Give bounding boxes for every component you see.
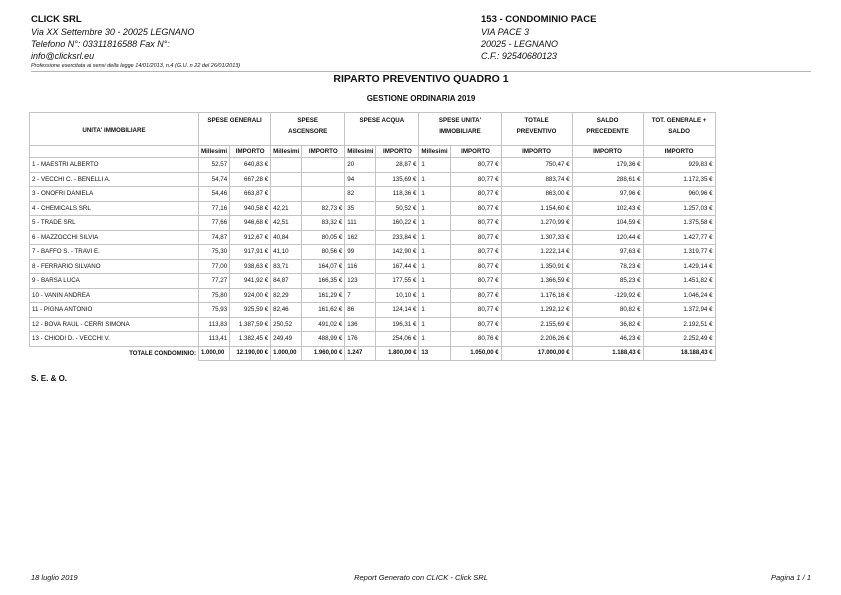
table-row <box>30 187 716 202</box>
millesimi-unita-cell: 1 <box>419 259 450 274</box>
unit-name-cell: 3 - ONOFRI DANIELA <box>30 187 199 202</box>
millesimi-generali-cell: 113,83 <box>199 317 230 332</box>
saldo-precedente-cell: 97,63 € <box>572 245 643 260</box>
importo-ascensore-cell: 83,32 € <box>302 216 345 231</box>
saldo-precedente-cell: 85,23 € <box>572 274 643 289</box>
unit-name-cell: 9 - BARSA LUCA <box>30 274 199 289</box>
total-saldo-precedente-cell: 1.188,43 € <box>572 346 643 361</box>
tot-generale-cell: 960,96 € <box>643 187 715 202</box>
importo-generali-cell: 912,67 € <box>230 230 271 245</box>
unit-name-cell: 2 - VECCHI C. - BENELLI A. <box>30 172 199 187</box>
millesimi-unita-cell: 1 <box>419 187 450 202</box>
importo-ascensore-cell: 82,73 € <box>302 201 345 216</box>
importo-ascensore-cell: 161,29 € <box>302 288 345 303</box>
importo-ascensore-cell: 80,05 € <box>302 230 345 245</box>
subheader-importo: IMPORTO <box>230 146 271 158</box>
importo-acqua-cell: 118,36 € <box>376 187 419 202</box>
saldo-precedente-cell: 78,23 € <box>572 259 643 274</box>
errors-omissions-note: S. E. & O. <box>31 374 68 383</box>
millesimi-ascensore-cell: 42,51 <box>271 216 302 231</box>
millesimi-acqua-cell: 176 <box>345 332 376 347</box>
header-divider <box>31 71 811 72</box>
subheader-millesimi: Millesimi <box>345 146 376 158</box>
tot-generale-cell: 929,83 € <box>643 158 715 173</box>
importo-generali-cell: 925,59 € <box>230 303 271 318</box>
millesimi-unita-cell: 1 <box>419 201 450 216</box>
tot-generale-cell: 1.046,24 € <box>643 288 715 303</box>
importo-acqua-cell: 135,69 € <box>376 172 419 187</box>
total-millesimi-ascensore-cell: 1.000,00 <box>271 346 302 361</box>
sender-name: CLICK SRL <box>31 14 82 25</box>
importo-acqua-cell: 167,44 € <box>376 259 419 274</box>
millesimi-generali-cell: 77,00 <box>199 259 230 274</box>
table-row <box>30 303 716 318</box>
millesimi-ascensore-cell: 41,10 <box>271 245 302 260</box>
importo-unita-cell: 80,77 € <box>450 187 501 202</box>
millesimi-unita-cell: 1 <box>419 245 450 260</box>
recipient-tax-code: C.F.: 92540680123 <box>481 51 557 61</box>
total-label: TOTALE CONDOMINIO: <box>129 350 196 357</box>
recipient-address-2: 20025 - LEGNANO <box>481 39 559 49</box>
totale-preventivo-cell: 1.307,33 € <box>501 230 572 245</box>
millesimi-unita-cell: 1 <box>419 172 450 187</box>
table-row <box>30 230 716 245</box>
millesimi-acqua-cell: 99 <box>345 245 376 260</box>
table-row <box>30 288 716 303</box>
millesimi-ascensore-cell <box>271 158 302 173</box>
millesimi-generali-cell: 77,27 <box>199 274 230 289</box>
importo-acqua-cell: 233,84 € <box>376 230 419 245</box>
subheader-importo: IMPORTO <box>501 146 572 158</box>
tot-generale-cell: 1.451,82 € <box>643 274 715 289</box>
importo-generali-cell: 938,63 € <box>230 259 271 274</box>
footer-date: 18 luglio 2019 <box>31 573 78 582</box>
totale-preventivo-cell: 883,74 € <box>501 172 572 187</box>
importo-unita-cell: 80,77 € <box>450 288 501 303</box>
totale-preventivo-cell: 2.155,69 € <box>501 317 572 332</box>
header-saldo-precedente: SALDO PRECEDENTE <box>572 113 643 146</box>
totale-preventivo-cell: 2.206,26 € <box>501 332 572 347</box>
importo-acqua-cell: 160,22 € <box>376 216 419 231</box>
millesimi-unita-cell: 1 <box>419 288 450 303</box>
table-subheader-row <box>30 146 716 158</box>
totale-preventivo-cell: 1.222,14 € <box>501 245 572 260</box>
subheader-millesimi: Millesimi <box>271 146 302 158</box>
subheader-millesimi: Millesimi <box>199 146 230 158</box>
unit-name-cell: 1 - MAESTRI ALBERTO <box>30 158 199 173</box>
millesimi-acqua-cell: 116 <box>345 259 376 274</box>
subheader-importo: IMPORTO <box>302 146 345 158</box>
subheader-importo: IMPORTO <box>450 146 501 158</box>
millesimi-ascensore-cell: 249,49 <box>271 332 302 347</box>
millesimi-acqua-cell: 7 <box>345 288 376 303</box>
total-importo-ascensore-cell: 1.960,00 € <box>302 346 345 361</box>
importo-unita-cell: 80,77 € <box>450 303 501 318</box>
totale-preventivo-cell: 750,47 € <box>501 158 572 173</box>
importo-ascensore-cell: 80,56 € <box>302 245 345 260</box>
totale-preventivo-cell: 1.154,60 € <box>501 201 572 216</box>
importo-acqua-cell: 196,31 € <box>376 317 419 332</box>
subheader-importo: IMPORTO <box>572 146 643 158</box>
header-spese-unita: SPESE UNITA' IMMOBILIARE <box>419 113 501 146</box>
millesimi-unita-cell: 1 <box>419 230 450 245</box>
millesimi-ascensore-cell: 42,21 <box>271 201 302 216</box>
millesimi-unita-cell: 1 <box>419 158 450 173</box>
tot-generale-cell: 2.192,51 € <box>643 317 715 332</box>
table-row <box>30 201 716 216</box>
saldo-precedente-cell: 97,96 € <box>572 187 643 202</box>
importo-generali-cell: 1.382,45 € <box>230 332 271 347</box>
millesimi-generali-cell: 113,41 <box>199 332 230 347</box>
subheader-importo: IMPORTO <box>643 146 715 158</box>
importo-generali-cell: 640,83 € <box>230 158 271 173</box>
sender-phone: Telefono N°: 03311816588 Fax N°: <box>31 39 170 49</box>
importo-unita-cell: 80,77 € <box>450 230 501 245</box>
millesimi-ascensore-cell: 250,52 <box>271 317 302 332</box>
header-spese-ascensore: SPESE ASCENSORE <box>271 113 345 146</box>
subheader-importo: IMPORTO <box>376 146 419 158</box>
distribution-table <box>29 112 716 361</box>
unit-name-cell: 12 - BOVA RAUL - CERRI SIMONA <box>30 317 199 332</box>
totale-preventivo-cell: 1.350,91 € <box>501 259 572 274</box>
total-importo-generali-cell: 12.190,00 € <box>230 346 271 361</box>
sender-legal-note: Professione esercitata ai sensi della legge 14/01/2013, n.4 (G.U. n 22 del 26/01/2013) <box>31 63 241 69</box>
total-tot-generale-cell: 18.188,43 € <box>643 346 715 361</box>
subheader-blank <box>30 146 199 158</box>
table-row <box>30 274 716 289</box>
millesimi-acqua-cell: 162 <box>345 230 376 245</box>
importo-acqua-cell: 142,90 € <box>376 245 419 260</box>
importo-ascensore-cell: 161,62 € <box>302 303 345 318</box>
footer-generated-by: Report Generato con CLICK - Click SRL <box>354 573 488 582</box>
header-unit: UNITA' IMMOBILIARE <box>30 113 199 146</box>
millesimi-generali-cell: 75,30 <box>199 245 230 260</box>
importo-acqua-cell: 177,55 € <box>376 274 419 289</box>
saldo-precedente-cell: 102,43 € <box>572 201 643 216</box>
table-row <box>30 172 716 187</box>
sender-address: Via XX Settembre 30 - 20025 LEGNANO <box>31 27 195 37</box>
importo-unita-cell: 80,76 € <box>450 332 501 347</box>
tot-generale-cell: 2.252,49 € <box>643 332 715 347</box>
tot-generale-cell: 1.257,03 € <box>643 201 715 216</box>
millesimi-ascensore-cell <box>271 172 302 187</box>
millesimi-unita-cell: 1 <box>419 303 450 318</box>
tot-generale-cell: 1.172,35 € <box>643 172 715 187</box>
importo-acqua-cell: 254,06 € <box>376 332 419 347</box>
tot-generale-cell: 1.372,94 € <box>643 303 715 318</box>
footer-page-number: Pagina 1 / 1 <box>770 573 811 582</box>
unit-name-cell: 6 - MAZZOCCHI SILVIA <box>30 230 199 245</box>
header-tot-generale: TOT. GENERALE + SALDO <box>643 113 715 146</box>
saldo-precedente-cell: 288,61 € <box>572 172 643 187</box>
table-row <box>30 259 716 274</box>
millesimi-acqua-cell: 82 <box>345 187 376 202</box>
millesimi-unita-cell: 1 <box>419 216 450 231</box>
table-row <box>30 245 716 260</box>
importo-unita-cell: 80,77 € <box>450 216 501 231</box>
importo-acqua-cell: 28,87 € <box>376 158 419 173</box>
millesimi-ascensore-cell <box>271 187 302 202</box>
unit-name-cell: 10 - VANIN ANDREA <box>30 288 199 303</box>
importo-ascensore-cell <box>302 187 345 202</box>
table-row <box>30 158 716 173</box>
totale-preventivo-cell: 1.176,16 € <box>501 288 572 303</box>
millesimi-generali-cell: 52,57 <box>199 158 230 173</box>
report-title: RIPARTO PREVENTIVO QUADRO 1 <box>333 73 509 85</box>
sender-block <box>31 14 451 71</box>
millesimi-acqua-cell: 123 <box>345 274 376 289</box>
unit-name-cell: 5 - TRADE SRL <box>30 216 199 231</box>
millesimi-ascensore-cell: 82,46 <box>271 303 302 318</box>
saldo-precedente-cell: 36,82 € <box>572 317 643 332</box>
report-subtitle: GESTIONE ORDINARIA 2019 <box>366 94 476 103</box>
importo-generali-cell: 1.387,59 € <box>230 317 271 332</box>
importo-unita-cell: 80,77 € <box>450 274 501 289</box>
importo-unita-cell: 80,77 € <box>450 259 501 274</box>
millesimi-ascensore-cell: 82,29 <box>271 288 302 303</box>
subheader-millesimi: Millesimi <box>419 146 450 158</box>
total-importo-acqua-cell: 1.800,00 € <box>376 346 419 361</box>
millesimi-generali-cell: 75,80 <box>199 288 230 303</box>
tot-generale-cell: 1.429,14 € <box>643 259 715 274</box>
millesimi-generali-cell: 75,93 <box>199 303 230 318</box>
table-row <box>30 332 716 347</box>
importo-ascensore-cell: 164,07 € <box>302 259 345 274</box>
unit-name-cell: 8 - FERRARIO SILVANO <box>30 259 199 274</box>
tot-generale-cell: 1.375,58 € <box>643 216 715 231</box>
importo-generali-cell: 941,92 € <box>230 274 271 289</box>
importo-ascensore-cell: 488,99 € <box>302 332 345 347</box>
total-totale-preventivo-cell: 17.000,00 € <box>501 346 572 361</box>
total-importo-unita-cell: 1.050,00 € <box>450 346 501 361</box>
totale-preventivo-cell: 863,00 € <box>501 187 572 202</box>
tot-generale-cell: 1.427,77 € <box>643 230 715 245</box>
millesimi-generali-cell: 54,46 <box>199 187 230 202</box>
importo-ascensore-cell <box>302 172 345 187</box>
importo-generali-cell: 924,00 € <box>230 288 271 303</box>
saldo-precedente-cell: 80,82 € <box>572 303 643 318</box>
importo-acqua-cell: 124,14 € <box>376 303 419 318</box>
unit-name-cell: 4 - CHEMICALS SRL <box>30 201 199 216</box>
table-row <box>30 317 716 332</box>
importo-unita-cell: 80,77 € <box>450 201 501 216</box>
millesimi-ascensore-cell: 83,71 <box>271 259 302 274</box>
table-row <box>30 216 716 231</box>
importo-ascensore-cell: 491,02 € <box>302 317 345 332</box>
importo-generali-cell: 946,68 € <box>230 216 271 231</box>
importo-unita-cell: 80,77 € <box>450 317 501 332</box>
total-millesimi-generali-cell: 1.000,00 <box>199 346 230 361</box>
millesimi-acqua-cell: 86 <box>345 303 376 318</box>
total-millesimi-unita-cell: 13 <box>419 346 450 361</box>
table-header-row <box>30 113 716 146</box>
importo-ascensore-cell: 166,35 € <box>302 274 345 289</box>
recipient-name: 153 - CONDOMINIO PACE <box>481 14 597 25</box>
importo-generali-cell: 663,87 € <box>230 187 271 202</box>
millesimi-acqua-cell: 136 <box>345 317 376 332</box>
unit-name-cell: 11 - PIGNA ANTONIO <box>30 303 199 318</box>
importo-ascensore-cell <box>302 158 345 173</box>
millesimi-acqua-cell: 35 <box>345 201 376 216</box>
recipient-block <box>481 14 811 62</box>
millesimi-generali-cell: 54,74 <box>199 172 230 187</box>
importo-generali-cell: 917,91 € <box>230 245 271 260</box>
total-millesimi-acqua-cell: 1.247 <box>345 346 376 361</box>
importo-unita-cell: 80,77 € <box>450 158 501 173</box>
importo-acqua-cell: 10,10 € <box>376 288 419 303</box>
importo-unita-cell: 80,77 € <box>450 245 501 260</box>
importo-generali-cell: 667,28 € <box>230 172 271 187</box>
importo-unita-cell: 80,77 € <box>450 172 501 187</box>
recipient-address-1: VIA PACE 3 <box>481 27 530 37</box>
millesimi-generali-cell: 74,87 <box>199 230 230 245</box>
unit-name-cell: 13 - CHIODI D. - VECCHI V. <box>30 332 199 347</box>
unit-name-cell: 7 - BAFFO S. - TRAVI E. <box>30 245 199 260</box>
millesimi-ascensore-cell: 84,87 <box>271 274 302 289</box>
saldo-precedente-cell: 179,36 € <box>572 158 643 173</box>
header-spese-acqua: SPESE ACQUA <box>345 113 419 146</box>
saldo-precedente-cell: 46,23 € <box>572 332 643 347</box>
importo-generali-cell: 940,58 € <box>230 201 271 216</box>
header-spese-generali: SPESE GENERALI <box>199 113 271 146</box>
importo-acqua-cell: 50,52 € <box>376 201 419 216</box>
millesimi-acqua-cell: 111 <box>345 216 376 231</box>
millesimi-generali-cell: 77,16 <box>199 201 230 216</box>
totale-preventivo-cell: 1.292,12 € <box>501 303 572 318</box>
saldo-precedente-cell: -129,92 € <box>572 288 643 303</box>
millesimi-unita-cell: 1 <box>419 317 450 332</box>
header-totale-preventivo: TOTALE PREVENTIVO <box>501 113 572 146</box>
millesimi-generali-cell: 77,66 <box>199 216 230 231</box>
total-row <box>30 346 716 361</box>
millesimi-ascensore-cell: 40,84 <box>271 230 302 245</box>
saldo-precedente-cell: 120,44 € <box>572 230 643 245</box>
sender-email: info@clicksrl.eu <box>31 51 95 61</box>
millesimi-unita-cell: 1 <box>419 274 450 289</box>
millesimi-acqua-cell: 20 <box>345 158 376 173</box>
totale-preventivo-cell: 1.366,59 € <box>501 274 572 289</box>
saldo-precedente-cell: 104,59 € <box>572 216 643 231</box>
millesimi-acqua-cell: 94 <box>345 172 376 187</box>
tot-generale-cell: 1.319,77 € <box>643 245 715 260</box>
totale-preventivo-cell: 1.270,99 € <box>501 216 572 231</box>
millesimi-unita-cell: 1 <box>419 332 450 347</box>
